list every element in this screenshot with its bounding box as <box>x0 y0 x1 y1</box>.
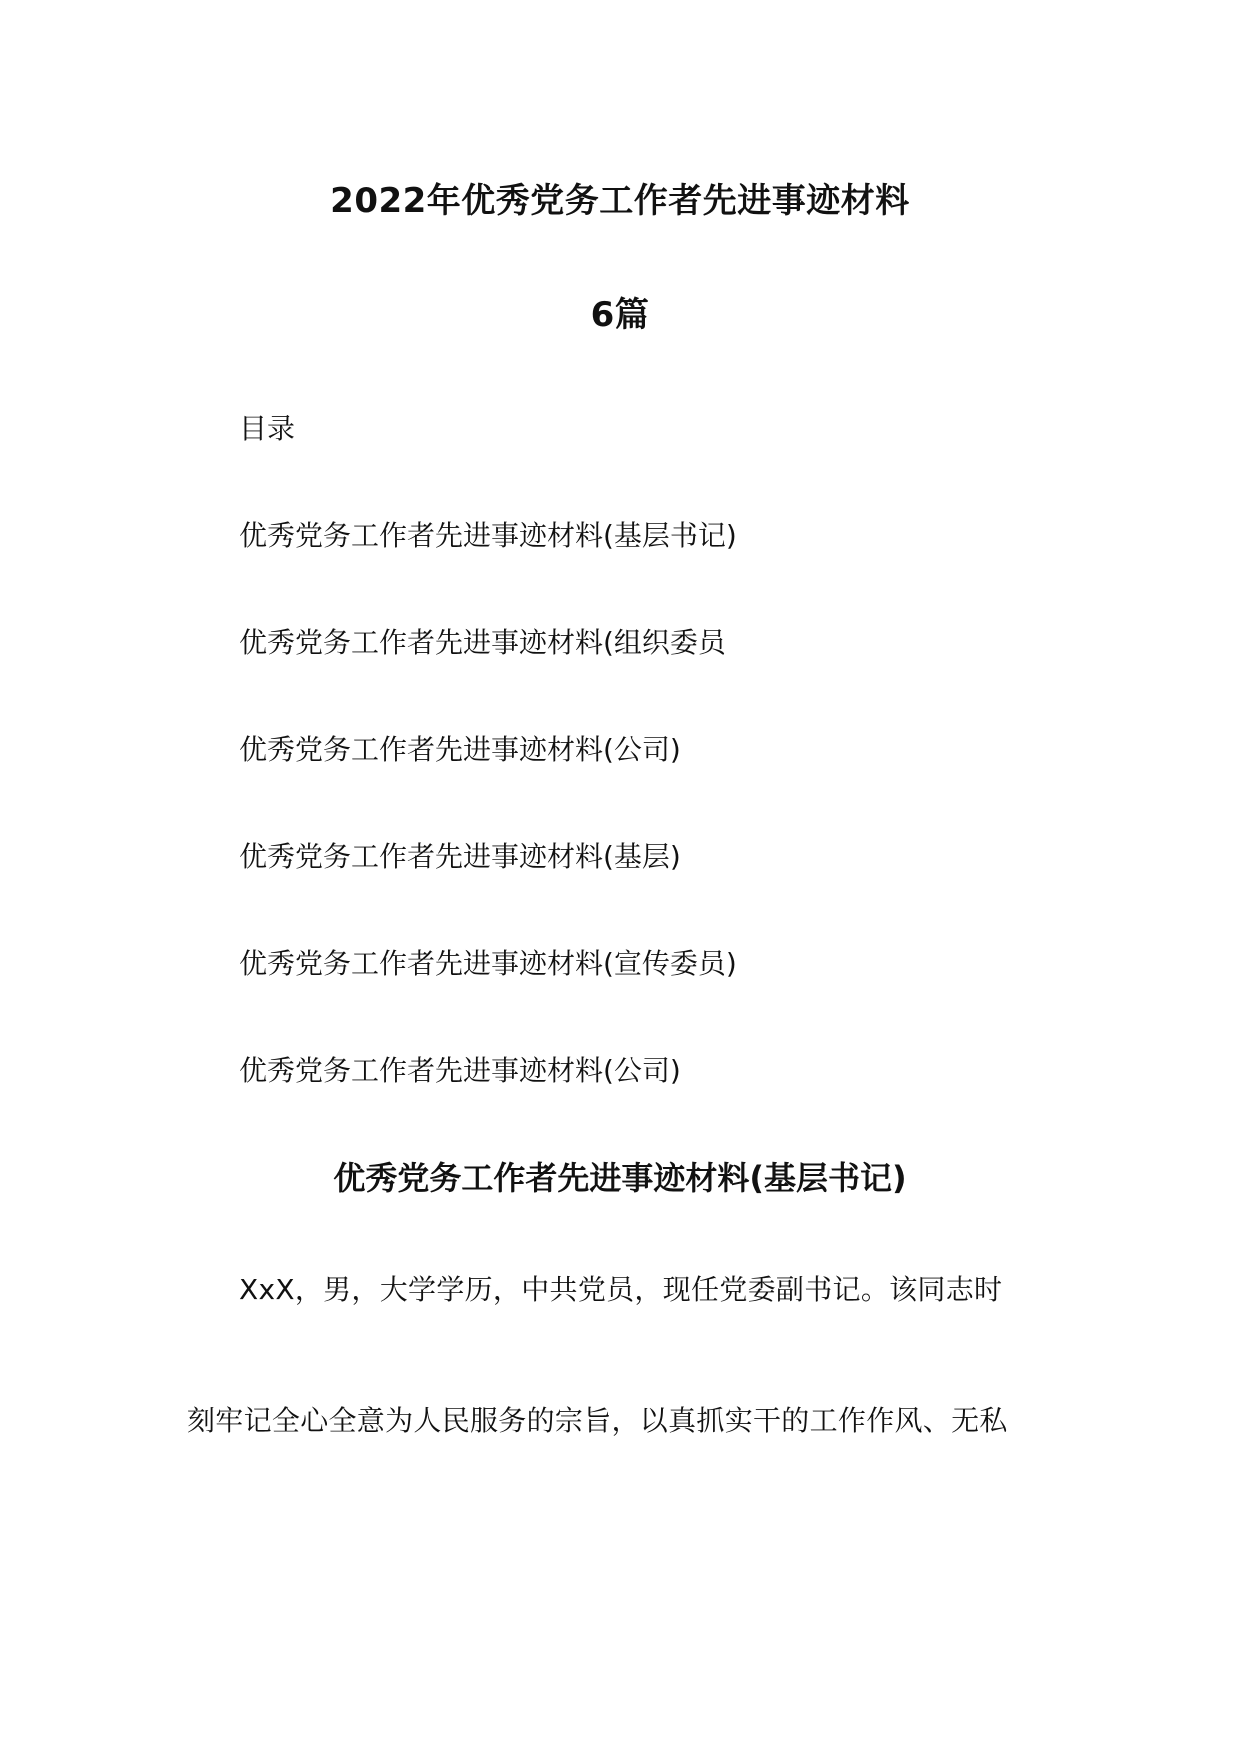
toc-item: 优秀党务工作者先进事迹材料(基层) <box>239 840 681 873</box>
body-text-line: XxX，男，大学学历，中共党员，现任党委副书记。该同志时 <box>239 1273 1003 1306</box>
toc-item: 优秀党务工作者先进事迹材料(宣传委员) <box>239 947 737 980</box>
document-title: 2022年优秀党务工作者先进事迹材料 <box>330 181 910 221</box>
toc-item: 优秀党务工作者先进事迹材料(公司) <box>239 1054 681 1087</box>
document-subtitle: 6篇 <box>590 295 650 335</box>
body-text-line: 刻牢记全心全意为人民服务的宗旨，以真抓实干的工作作风、无私 <box>187 1404 1008 1437</box>
section-heading: 优秀党务工作者先进事迹材料(基层书记) <box>333 1159 907 1197</box>
toc-heading: 目录 <box>239 412 296 445</box>
toc-item: 优秀党务工作者先进事迹材料(基层书记) <box>239 519 737 552</box>
toc-item: 优秀党务工作者先进事迹材料(组织委员 <box>239 626 726 659</box>
toc-item: 优秀党务工作者先进事迹材料(公司) <box>239 733 681 766</box>
